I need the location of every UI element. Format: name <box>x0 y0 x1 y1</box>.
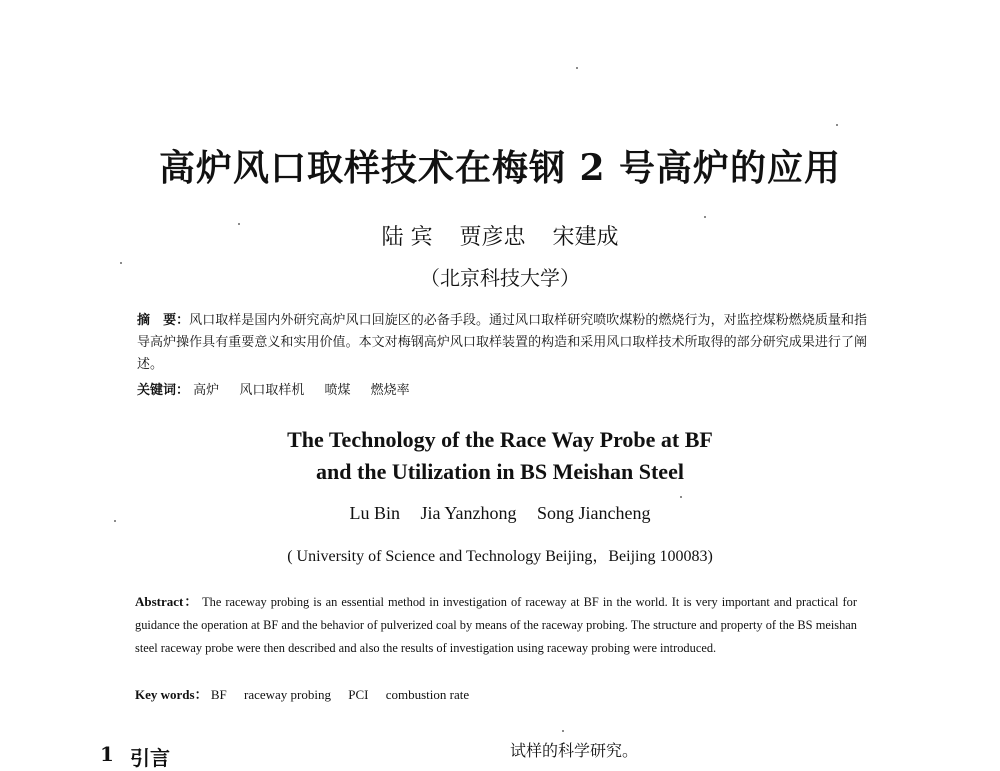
scan-speck <box>680 496 682 498</box>
affiliation-en: ( University of Science and Technology Beijing，Beijing 100083) <box>287 548 713 565</box>
keyword-cn-1: 高炉 <box>193 383 220 398</box>
abstract-cn-text: 风口取样是国内外研究高炉风口回旋区的必备手段。通过风口取样研究喷吹煤粉的燃烧行为，对监控煤粉燃烧质量和指导高炉操作具有重要意义和实用价值。本文对梅钢高炉风口取样装置的构造和采用风口取样技术所取得的部分研究成果进行了阐述。 <box>137 313 867 372</box>
author-cn-3: 宋建成 <box>552 225 619 250</box>
section-title: 引言 <box>130 746 170 770</box>
scan-speck <box>576 67 578 69</box>
keyword-cn-3: 喷煤 <box>324 383 351 398</box>
authors-en <box>0 503 1000 524</box>
keywords-en-label: Key words： <box>135 687 208 702</box>
paper-title-en <box>0 424 1000 488</box>
abstract-en <box>135 590 857 660</box>
authors-cn <box>0 220 1000 251</box>
keywords-cn <box>137 380 867 402</box>
author-cn-2: 贾彦忠 <box>459 225 526 250</box>
author-en-1: Lu Bin <box>349 503 400 523</box>
keywords-cn-label: 关键词： <box>137 383 190 398</box>
paper-title-en-line2: and the Utilization in BS Meishan Steel <box>316 459 684 484</box>
abstract-cn-label: 摘 要： <box>137 313 190 328</box>
abstract-en-label: Abstract： <box>135 594 199 609</box>
scan-speck <box>562 730 564 732</box>
abstract-en-text: The raceway probing is an essential method in investigation of raceway at BF in the world. It is very important and practical for guidance the operation at BF and the behavior of pulverized coal by means of the raceway probing. The structure and property of the BS meishan steel raceway probe were then described and also the results of investigation using raceway probing were introduced. <box>135 595 857 655</box>
paper-title-en-line1: The Technology of the Race Way Probe at BF <box>287 427 713 452</box>
scan-speck <box>120 262 122 264</box>
keyword-en-2: raceway probing <box>244 687 331 702</box>
keyword-en-1: BF <box>210 687 227 702</box>
right-column-text: 试样的科学研究。 <box>510 741 639 760</box>
scan-speck <box>114 520 116 522</box>
keyword-cn-2: 风口取样机 <box>239 383 305 398</box>
author-cn-1: 陆 宾 <box>381 225 433 250</box>
scan-speck <box>836 124 838 126</box>
paper-title-cn: 高炉风口取样技术在梅钢 2 号高炉的应用 <box>158 147 842 189</box>
scan-speck <box>238 223 240 225</box>
keyword-en-3: PCI <box>348 687 369 702</box>
keywords-en <box>135 684 857 703</box>
keyword-cn-4: 燃烧率 <box>370 383 410 398</box>
abstract-cn <box>137 310 867 376</box>
author-en-2: Jia Yanzhong <box>420 503 517 523</box>
author-en-3: Song Jiancheng <box>537 503 651 523</box>
keyword-en-4: combustion rate <box>385 687 470 702</box>
section-number: 1 <box>100 742 114 766</box>
affiliation-cn: （北京科技大学） <box>420 266 580 290</box>
scan-speck <box>704 216 706 218</box>
